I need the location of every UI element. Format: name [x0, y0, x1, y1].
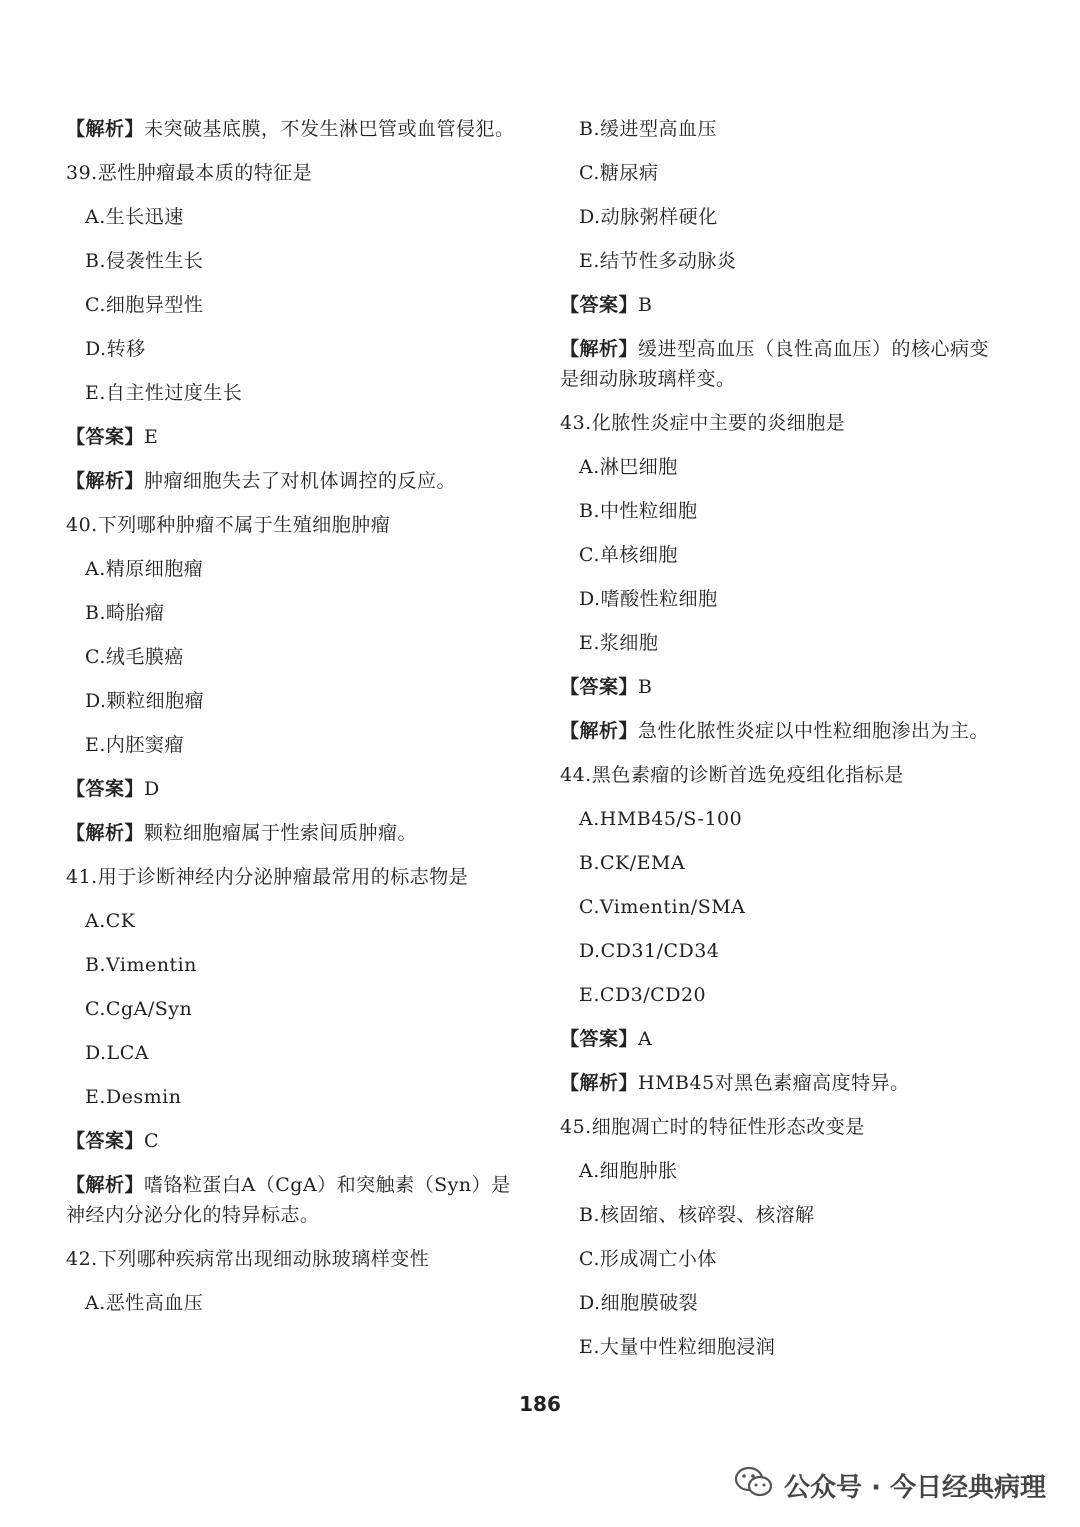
option: D.LCA: [85, 1042, 149, 1064]
option: D.嗜酸性粒细胞: [579, 588, 718, 610]
right-column: [560, 114, 1008, 1376]
watermark: [734, 1465, 1046, 1506]
question-stem: 45.细胞凋亡时的特征性形态改变是: [560, 1116, 865, 1138]
wechat-icon: [734, 1465, 774, 1506]
question-stem: 43.化脓性炎症中主要的炎细胞是: [560, 412, 846, 434]
option: B.缓进型高血压: [579, 118, 718, 140]
explanation: 【解析】HMB45对黑色素瘤高度特异。: [560, 1072, 910, 1094]
option: C.糖尿病: [579, 162, 659, 184]
option: C.CgA/Syn: [85, 998, 193, 1020]
answer: 【答案】B: [560, 294, 653, 316]
option: A.CK: [85, 910, 136, 932]
option: D.转移: [85, 338, 146, 360]
option: A.HMB45/S-100: [579, 808, 743, 830]
option: E.自主性过度生长: [85, 382, 243, 404]
explanation: 【解析】肿瘤细胞失去了对机体调控的反应。: [66, 470, 457, 492]
answer: 【答案】A: [560, 1028, 653, 1050]
question-stem: 39.恶性肿瘤最本质的特征是: [66, 162, 313, 184]
question-stem: 40.下列哪种肿瘤不属于生殖细胞肿瘤: [66, 514, 391, 536]
option: B.核固缩、核碎裂、核溶解: [579, 1204, 815, 1226]
answer: 【答案】D: [66, 778, 160, 800]
option: A.细胞肿胀: [579, 1160, 678, 1182]
option: D.动脉粥样硬化: [579, 206, 718, 228]
option: B.侵袭性生长: [85, 250, 204, 272]
option: B.畸胎瘤: [85, 602, 165, 624]
explanation: 【解析】嗜铬粒蛋白A（CgA）和突触素（Syn）是神经内分泌分化的特异标志。: [66, 1174, 511, 1226]
explanation: 【解析】缓进型高血压（良性高血压）的核心病变是细动脉玻璃样变。: [560, 338, 990, 390]
question-stem: 42.下列哪种疾病常出现细动脉玻璃样变性: [66, 1248, 430, 1270]
option: A.精原细胞瘤: [85, 558, 204, 580]
option: D.CD31/CD34: [579, 940, 720, 962]
option: E.CD3/CD20: [579, 984, 707, 1006]
option: A.淋巴细胞: [579, 456, 678, 478]
option: C.Vimentin/SMA: [579, 896, 746, 918]
option: C.绒毛膜癌: [85, 646, 184, 668]
option: C.形成凋亡小体: [579, 1248, 717, 1270]
option: C.细胞异型性: [85, 294, 204, 316]
watermark-text: 公众号 · 今日经典病理: [784, 1473, 1046, 1503]
option: E.结节性多动脉炎: [579, 250, 737, 272]
option: E.浆细胞: [579, 632, 659, 654]
option: B.Vimentin: [85, 954, 197, 976]
question-stem: 44.黑色素瘤的诊断首选免疫组化指标是: [560, 764, 904, 786]
explanation: 【解析】颗粒细胞瘤属于性索间质肿瘤。: [66, 822, 418, 844]
explanation: 【解析】未突破基底膜，不发生淋巴管或血管侵犯。: [66, 118, 515, 140]
option: E.内胚窦瘤: [85, 734, 184, 756]
option: D.颗粒细胞瘤: [85, 690, 205, 712]
page-number: 186: [519, 1392, 561, 1416]
answer: 【答案】B: [560, 676, 653, 698]
question-stem: 41.用于诊断神经内分泌肿瘤最常用的标志物是: [66, 866, 469, 888]
option: B.CK/EMA: [579, 852, 686, 874]
option: D.细胞膜破裂: [579, 1292, 699, 1314]
option: A.生长迅速: [85, 206, 184, 228]
answer: 【答案】E: [66, 426, 159, 448]
option: E.大量中性粒细胞浸润: [579, 1336, 776, 1358]
left-column: [66, 114, 528, 1332]
option: C.单核细胞: [579, 544, 678, 566]
option: B.中性粒细胞: [579, 500, 698, 522]
explanation: 【解析】急性化脓性炎症以中性粒细胞渗出为主。: [560, 720, 990, 742]
answer: 【答案】C: [66, 1130, 160, 1152]
option: A.恶性高血压: [85, 1292, 204, 1314]
option: E.Desmin: [85, 1086, 182, 1108]
